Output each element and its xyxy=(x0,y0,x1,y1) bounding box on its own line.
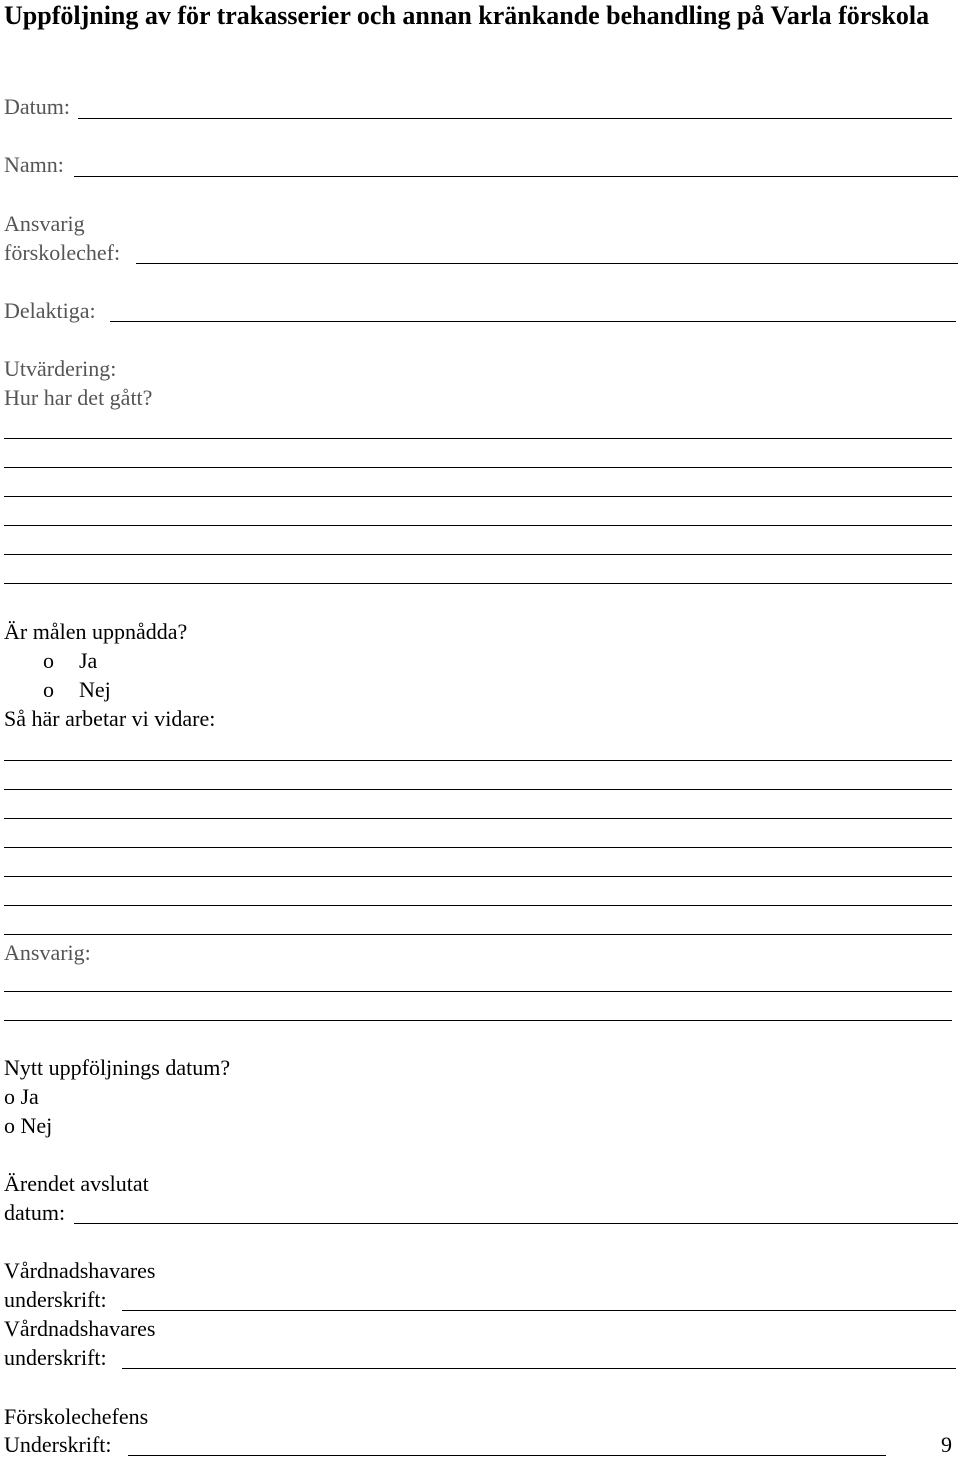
responsible-line[interactable] xyxy=(4,991,952,992)
head-signature-label-line2: Underskrift: xyxy=(4,1432,112,1457)
delaktiga-line[interactable] xyxy=(110,321,956,322)
guardian2-signature-label-line1: Vårdnadshavares xyxy=(4,1316,156,1341)
evaluation-line[interactable] xyxy=(4,583,952,584)
guardian1-signature-line[interactable] xyxy=(122,1310,956,1311)
followup-option-yes[interactable]: o Ja xyxy=(4,1084,39,1109)
goals-option-no-label: Nej xyxy=(79,677,111,702)
next-steps-line[interactable] xyxy=(4,760,952,761)
ansvarig-forskolechef-label-line1: Ansvarig xyxy=(4,211,85,236)
case-closed-label-line1: Ärendet avslutat xyxy=(4,1171,149,1196)
delaktiga-label: Delaktiga: xyxy=(4,298,96,323)
next-steps-line[interactable] xyxy=(4,876,952,877)
goals-option-yes-label: Ja xyxy=(79,648,98,673)
next-steps-line[interactable] xyxy=(4,847,952,848)
ansvarig-forskolechef-label-line2: förskolechef: xyxy=(4,240,121,265)
goals-option-no-marker[interactable]: o xyxy=(43,677,54,702)
guardian2-signature-line[interactable] xyxy=(122,1368,956,1369)
next-steps-line[interactable] xyxy=(4,789,952,790)
guardian1-signature-label-line2: underskrift: xyxy=(4,1287,107,1312)
goals-question: Är målen uppnådda? xyxy=(4,619,188,644)
followup-question: Nytt uppföljnings datum? xyxy=(4,1055,231,1080)
case-closed-label-line2: datum: xyxy=(4,1200,66,1225)
responsible-line[interactable] xyxy=(4,1020,952,1021)
namn-line[interactable] xyxy=(74,176,958,177)
guardian1-signature-label-line1: Vårdnadshavares xyxy=(4,1258,156,1283)
evaluation-line[interactable] xyxy=(4,525,952,526)
page-title: Uppföljning av för trakasserier och annan kränkande behandling på Varla förskola xyxy=(4,1,930,30)
page-number: 9 xyxy=(941,1432,952,1457)
head-signature-label-line1: Förskolechefens xyxy=(4,1404,149,1429)
next-steps-line[interactable] xyxy=(4,905,952,906)
utvardering-label: Utvärdering: xyxy=(4,356,117,381)
case-closed-date-line[interactable] xyxy=(74,1223,958,1224)
datum-label: Datum: xyxy=(4,94,70,119)
evaluation-line[interactable] xyxy=(4,496,952,497)
followup-option-no[interactable]: o Nej xyxy=(4,1113,53,1138)
next-steps-label: Så här arbetar vi vidare: xyxy=(4,706,216,731)
next-steps-line[interactable] xyxy=(4,934,952,935)
responsible-label: Ansvarig: xyxy=(4,940,91,965)
evaluation-line[interactable] xyxy=(4,467,952,468)
evaluation-line[interactable] xyxy=(4,554,952,555)
goals-option-yes-marker[interactable]: o xyxy=(43,648,54,673)
evaluation-line[interactable] xyxy=(4,438,952,439)
datum-line[interactable] xyxy=(78,118,952,119)
hur-har-det-gatt-label: Hur har det gått? xyxy=(4,385,153,410)
guardian2-signature-label-line2: underskrift: xyxy=(4,1345,107,1370)
next-steps-line[interactable] xyxy=(4,818,952,819)
head-signature-line[interactable] xyxy=(128,1455,886,1456)
namn-label: Namn: xyxy=(4,152,64,177)
ansvarig-forskolechef-line[interactable] xyxy=(136,263,958,264)
